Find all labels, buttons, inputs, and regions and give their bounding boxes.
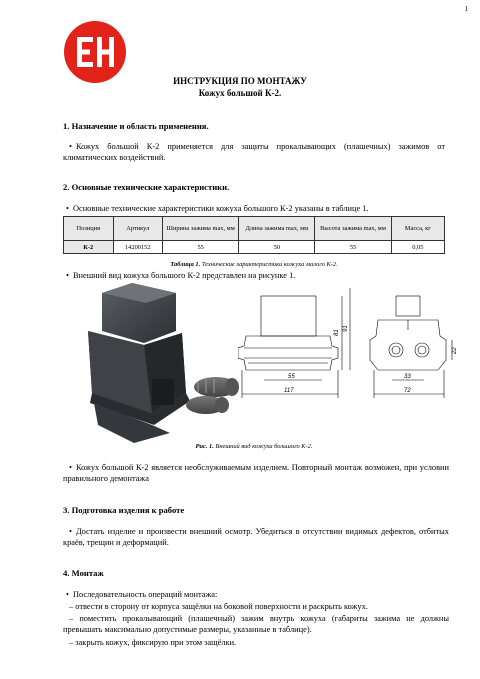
maintenance-note xyxy=(63,462,449,484)
document-title-block xyxy=(0,75,480,99)
figure-caption-text: Внешний вид кожуха большого К-2. xyxy=(215,443,313,450)
bullet xyxy=(69,463,76,472)
table-cell: 55 xyxy=(163,241,239,254)
table-header: Артикул xyxy=(113,217,163,241)
dimension-label: 91 xyxy=(343,325,349,332)
table-caption-text: Технические характеристики кожуха малого К-2. xyxy=(201,261,338,268)
bullet xyxy=(69,142,76,151)
spec-table xyxy=(63,216,445,254)
bullet xyxy=(66,204,73,213)
table-header: Высота зажима max, мм xyxy=(315,217,391,241)
figure-caption xyxy=(63,443,445,450)
section-1-text xyxy=(63,141,445,163)
section-3-text xyxy=(63,526,449,548)
section-4-intro-text: Последовательность операций монтажа: xyxy=(72,590,218,599)
figure-caption-label: Рис. 1. xyxy=(195,443,214,450)
section-3-heading: 3. Подготовка изделия к работе xyxy=(63,505,185,515)
montage-step: – поместить прокалывающий (плашечный) зажим внутрь кожуха (габариты зажима не должны превышать максимально допустимые размеры, указанные в таблице). xyxy=(63,614,449,634)
bullet xyxy=(66,590,73,599)
bullet xyxy=(66,271,73,280)
dimension-label: 22 xyxy=(452,347,458,354)
dimension-label: 72 xyxy=(404,388,411,394)
table-header: Позиция xyxy=(64,217,114,241)
figure-intro xyxy=(66,270,446,281)
table-header-row xyxy=(64,217,445,241)
dimension-label: 81 xyxy=(334,329,340,336)
table-cell: 14200152 xyxy=(113,241,163,254)
document-subtitle: Кожух большой К-2. xyxy=(198,88,282,98)
document-title: ИНСТРУКЦИЯ ПО МОНТАЖУ xyxy=(173,76,307,86)
montage-step: – отвести в сторону от корпуса защёлки на боковой поверхности и раскрыть кожух. xyxy=(69,602,368,611)
section-1-heading: 1. Назначение и область применения. xyxy=(63,121,209,131)
section-4-heading: 4. Монтаж xyxy=(63,568,104,578)
table-header: Длина зажима max, мм xyxy=(239,217,315,241)
table-caption xyxy=(63,261,445,268)
section-1-body: Кожух большой К-2 применяется для защиты прокалывающих (плашечных) зажимов от климатических воздействий. xyxy=(63,142,445,162)
page-number: 1 xyxy=(464,5,468,13)
section-2-heading: 2. Основные технические характеристики. xyxy=(63,182,230,192)
table-cell: К-2 xyxy=(64,241,114,254)
technical-drawing xyxy=(238,288,460,412)
section-2-intro xyxy=(66,203,446,214)
bullet xyxy=(69,527,76,536)
table-cell: 0,05 xyxy=(391,241,444,254)
maintenance-note-text: Кожух большой К-2 является необслуживаемым изделием. Повторный монтаж возможен, при условии правильного демонтажа xyxy=(63,463,449,483)
table-row xyxy=(64,241,445,254)
section-3-body: Достать изделие и произвести внешний осмотр. Убедиться в отсутствии видимых дефектов, отбитых краёв, трещин и деформаций. xyxy=(63,527,449,547)
table-cell: 55 xyxy=(315,241,391,254)
product-photo xyxy=(74,283,254,448)
dimension-label: 117 xyxy=(284,388,294,394)
table-caption-label: Таблица 1. xyxy=(170,261,201,268)
section-4-intro xyxy=(66,589,450,600)
dimension-label: 33 xyxy=(404,374,411,380)
section-2-intro-text: Основные технические характеристики кожуха большого К-2 указаны в таблице 1. xyxy=(72,204,369,213)
table-header: Масса, кг xyxy=(391,217,444,241)
dimension-label: 55 xyxy=(288,374,295,380)
table-cell: 50 xyxy=(239,241,315,254)
montage-step: – закрыть кожух, фиксирую при этом защёлки. xyxy=(69,638,237,647)
figure-intro-text: Внешний вид кожуха большого К-2 представлен на рисунке 1. xyxy=(72,271,296,280)
table-header: Ширина зажима max, мм xyxy=(163,217,239,241)
